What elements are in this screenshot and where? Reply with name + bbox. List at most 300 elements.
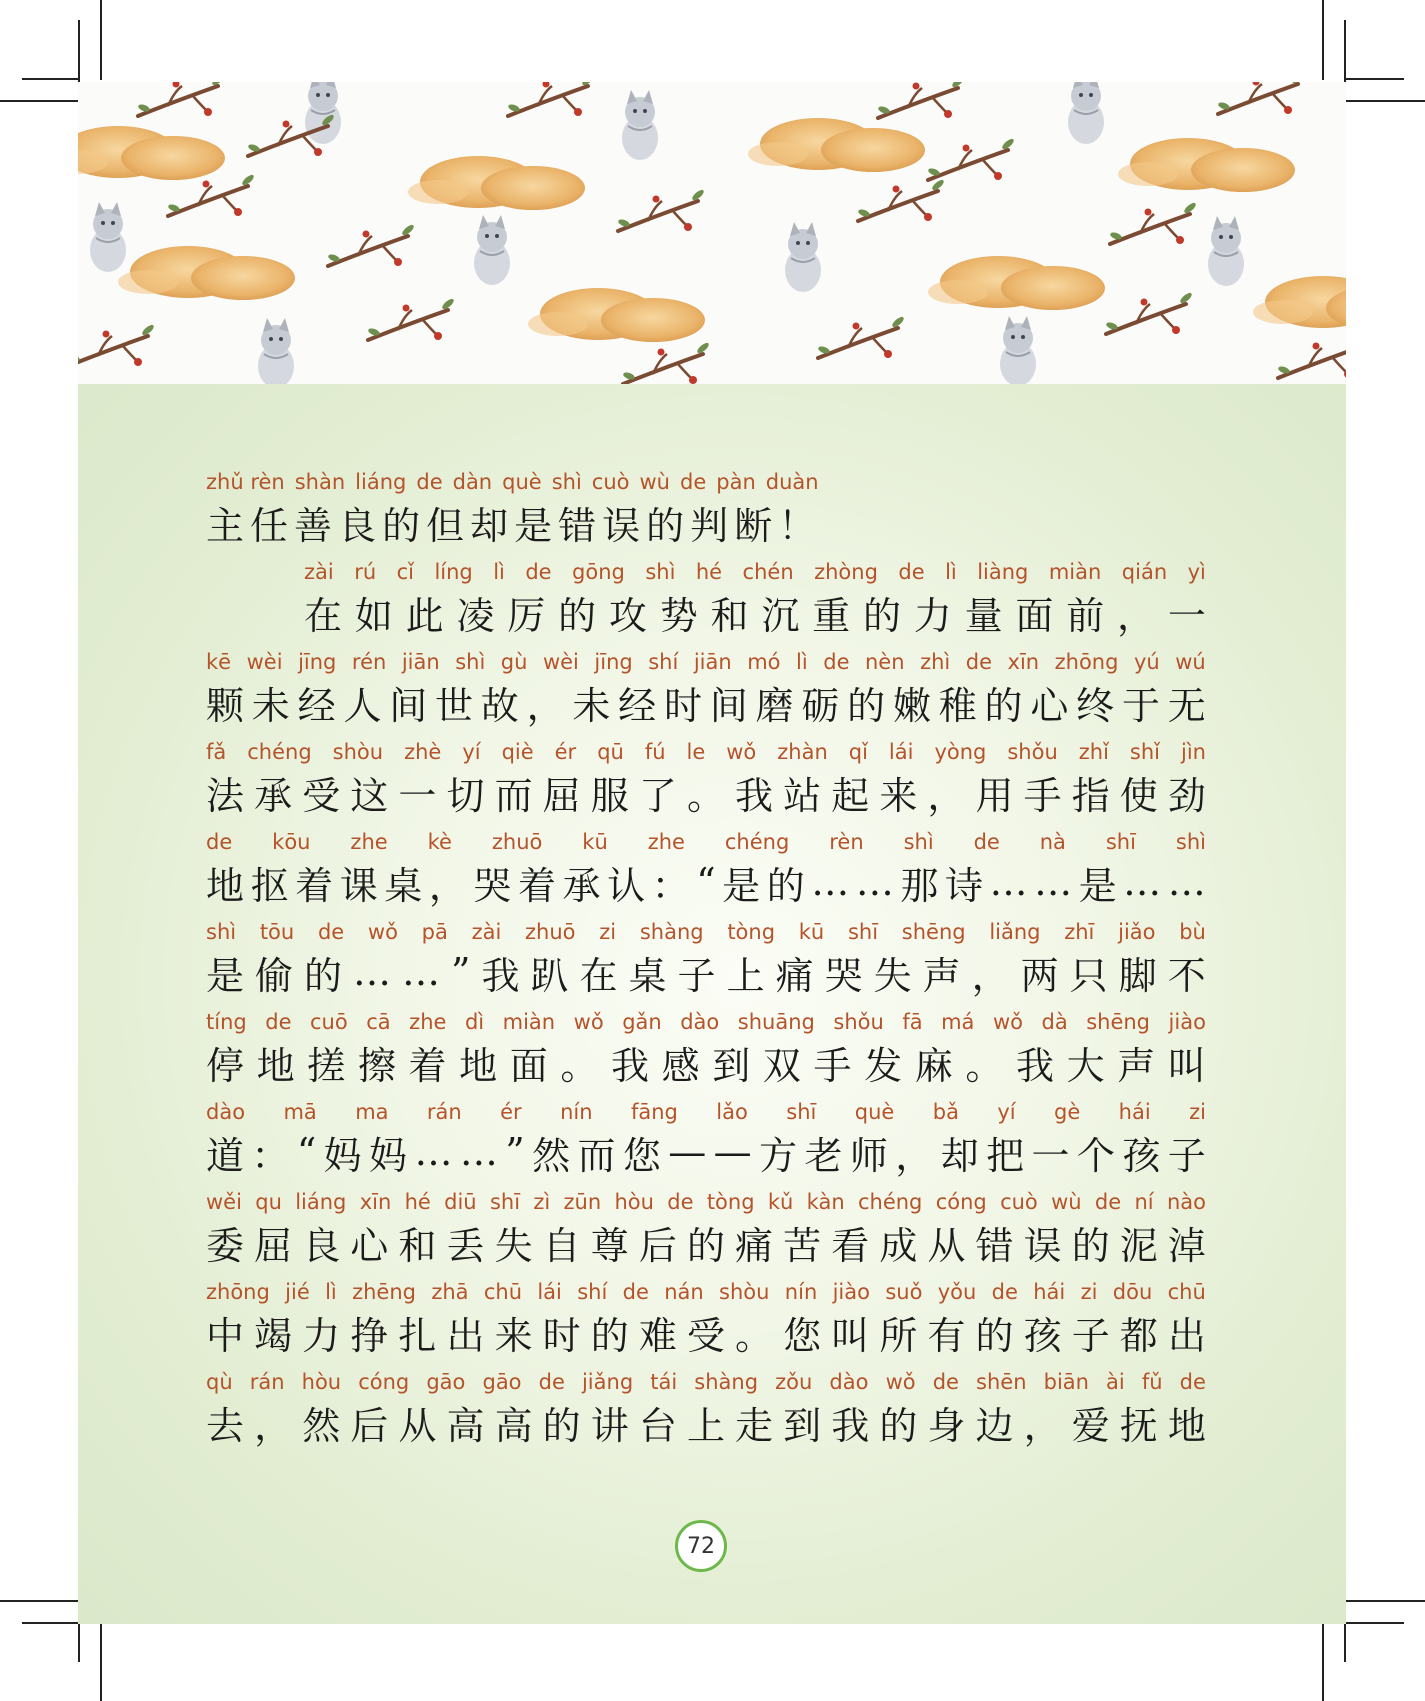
pinyin-syllable: zhòng (814, 560, 878, 584)
hanzi-char: 的 (382, 503, 421, 548)
hanzi-char: 故 (480, 683, 519, 728)
pinyin-syllable: dì (464, 1010, 485, 1034)
hanzi-char: 偷 (255, 953, 294, 998)
pinyin-syllable: yú (1133, 650, 1160, 674)
pinyin-syllable: chéng (724, 830, 790, 854)
hanzi-char: 从 (927, 1223, 966, 1268)
hanzi-char: 势 (659, 593, 698, 638)
pinyin-syllable: shēng (1086, 1010, 1151, 1034)
pinyin-syllable: pā (421, 920, 448, 944)
pinyin-syllable: de (416, 470, 443, 494)
pinyin-syllable: zhuō (525, 920, 576, 944)
pinyin-syllable: ér (500, 1100, 522, 1124)
hanzi-row (206, 1308, 1206, 1356)
pinyin-syllable: dà (1041, 1010, 1068, 1034)
page-number: 72 (675, 1520, 727, 1572)
hanzi-char: 妈 (369, 1133, 408, 1178)
pinyin-syllable: chéng (247, 740, 312, 764)
pinyin-syllable: jiǎo (1118, 920, 1156, 944)
crop-mark (0, 100, 80, 102)
hanzi-char: — (713, 1130, 752, 1174)
hanzi-char: 的 (879, 1403, 918, 1448)
hanzi-char: 经 (297, 683, 336, 728)
hanzi-char: 擦 (357, 1043, 396, 1088)
hanzi-char: 搓 (307, 1043, 346, 1088)
hanzi-char: 。 (560, 1043, 599, 1088)
hanzi-char: ， (254, 1403, 293, 1448)
pinyin-syllable: zhe (647, 830, 685, 854)
pinyin-syllable: jiào (832, 1280, 870, 1304)
pinyin-syllable: cā (366, 1010, 391, 1034)
hanzi-char: 承 (562, 863, 601, 908)
pinyin-syllable: fā (902, 1010, 923, 1034)
pinyin-syllable: cóng (935, 1190, 987, 1214)
hanzi-char: 攻 (608, 593, 647, 638)
text-line (206, 1006, 1206, 1096)
pinyin-syllable: hé (404, 1190, 431, 1214)
hanzi-char: 发 (864, 1043, 903, 1088)
hanzi-char: 后 (350, 1403, 389, 1448)
hanzi-row (206, 1218, 1206, 1266)
hanzi-char: 的 (975, 1313, 1014, 1358)
hanzi-char: 如 (354, 593, 393, 638)
hanzi-char: 站 (783, 773, 822, 818)
hanzi-row (206, 948, 1206, 996)
hanzi-char: … (1034, 860, 1073, 904)
hanzi-char: 子 (1071, 1313, 1110, 1358)
hanzi-char: 心 (350, 1223, 389, 1268)
pinyin-syllable: nán (664, 1280, 704, 1304)
hanzi-char: 量 (964, 593, 1003, 638)
hanzi-char: 那 (900, 863, 939, 908)
pinyin-syllable: shēng (901, 920, 966, 944)
hanzi-char: … (353, 950, 392, 994)
text-line (206, 1366, 1206, 1456)
pinyin-syllable: dàn (452, 470, 493, 494)
hanzi-char: 误 (1023, 1223, 1062, 1268)
hanzi-char: 良 (338, 503, 377, 548)
hanzi-char: 的 (646, 503, 685, 548)
hanzi-char: 着 (517, 863, 556, 908)
hanzi-char: 地 (256, 1043, 295, 1088)
pinyin-syllable: dào (206, 1100, 246, 1124)
pinyin-syllable: gāo (426, 1370, 466, 1394)
hanzi-char: … (402, 950, 441, 994)
pinyin-syllable: zhè (404, 740, 442, 764)
hanzi-char: 地 (206, 863, 245, 908)
text-line (206, 466, 1206, 556)
hanzi-char: 于 (1121, 683, 1160, 728)
hanzi-char: 看 (831, 1223, 870, 1268)
hanzi-char: 此 (405, 593, 444, 638)
pinyin-syllable: de (898, 560, 925, 584)
pinyin-syllable: kē (206, 650, 232, 674)
hanzi-char: 课 (339, 863, 378, 908)
pinyin-syllable: qu (255, 1190, 282, 1214)
hanzi-char: ” (505, 1130, 525, 1174)
pinyin-syllable: de (965, 650, 992, 674)
pinyin-syllable: kàn (806, 1190, 845, 1214)
pinyin-syllable: má (941, 1010, 975, 1034)
pinyin-syllable: zhǔ rèn (206, 470, 285, 494)
hanzi-char: … (459, 1130, 498, 1174)
pinyin-syllable: hòu (301, 1370, 342, 1394)
hanzi-char: 而 (577, 1133, 616, 1178)
branch-icon (367, 297, 455, 340)
cat-icon (474, 215, 510, 285)
pinyin-syllable: fú (644, 740, 666, 764)
hanzi-char: 心 (1030, 683, 1069, 728)
hanzi-char: 面 (509, 1043, 548, 1088)
hanzi-char: 叫 (831, 1313, 870, 1358)
pinyin-syllable: zhǐ (1078, 740, 1109, 764)
pinyin-syllable: xīn (359, 1190, 392, 1214)
pinyin-row (206, 916, 1206, 944)
hanzi-char: 高 (494, 1403, 533, 1448)
pinyin-syllable: ài (1106, 1370, 1125, 1394)
hanzi-char: 有 (927, 1313, 966, 1358)
hanzi-char: 的 (766, 863, 805, 908)
hanzi-char: 和 (398, 1223, 437, 1268)
hanzi-char: … (855, 860, 894, 904)
pinyin-syllable: wǒ (726, 740, 757, 764)
hanzi-char: 讲 (590, 1403, 629, 1448)
pinyin-syllable: kǔ (767, 1190, 794, 1214)
crop-mark (22, 78, 80, 80)
hanzi-char: 受 (302, 773, 341, 818)
hanzi-char: 厉 (507, 593, 546, 638)
hanzi-char: 您 (783, 1313, 822, 1358)
hanzi-char: 劲 (1167, 773, 1206, 818)
hanzi-char: 竭 (254, 1313, 293, 1358)
hanzi-char: 地 (1167, 1403, 1206, 1448)
peanut-icon (748, 118, 925, 172)
text-line (206, 1096, 1206, 1186)
hanzi-char: 良 (302, 1223, 341, 1268)
pinyin-syllable: gù (500, 650, 528, 674)
hanzi-char: 师 (849, 1133, 888, 1178)
hanzi-char: 承 (254, 773, 293, 818)
pinyin-syllable: de (932, 1370, 959, 1394)
hanzi-char: 用 (975, 773, 1014, 818)
hanzi-char: 哭 (824, 953, 863, 998)
hanzi-char: 了 (638, 773, 677, 818)
hanzi-char: 法 (206, 773, 245, 818)
cat-icon (622, 90, 658, 160)
pinyin-syllable: miàn (502, 1010, 556, 1034)
hanzi-char: 都 (1119, 1313, 1158, 1358)
pinyin-syllable: zhì (920, 650, 951, 674)
pinyin-syllable: xīn (1007, 650, 1040, 674)
pinyin-syllable: shì (206, 920, 237, 944)
hanzi-char: 间 (709, 683, 748, 728)
hanzi-char: 痛 (735, 1223, 774, 1268)
pinyin-syllable: bǎ (932, 1100, 959, 1124)
pinyin-syllable: suǒ (885, 1280, 923, 1304)
pinyin-syllable: shì (551, 470, 582, 494)
pinyin-syllable: zài (471, 920, 502, 944)
hanzi-char: 痛 (775, 953, 814, 998)
hanzi-char: 自 (542, 1223, 581, 1268)
peanut-icon (78, 126, 225, 180)
peanut-icon (928, 256, 1105, 310)
hanzi-char: 出 (446, 1313, 485, 1358)
hanzi-char: 起 (831, 773, 870, 818)
hanzi-char: 是 (206, 953, 245, 998)
hanzi-char: 趴 (530, 953, 569, 998)
hanzi-char: 无 (1167, 683, 1206, 728)
hanzi-char: 到 (712, 1043, 751, 1088)
pinyin-syllable: zhōng (1054, 650, 1119, 674)
hanzi-char: 我 (611, 1043, 650, 1088)
hanzi-char: 诗 (944, 863, 983, 908)
pinyin-syllable: de (667, 1190, 694, 1214)
branch-icon (1217, 82, 1305, 114)
hanzi-char: … (989, 860, 1028, 904)
pinyin-syllable: rán (426, 1100, 462, 1124)
pinyin-syllable: zi (1189, 1100, 1206, 1124)
hanzi-char: 是 (722, 863, 761, 908)
crop-mark (78, 20, 80, 82)
pinyin-syllable: cǐ (396, 560, 414, 584)
hanzi-row (304, 588, 1206, 636)
pinyin-syllable: wǒ (367, 920, 398, 944)
hanzi-char: 经 (618, 683, 657, 728)
hanzi-char: 然 (302, 1403, 341, 1448)
hanzi-char: 未 (251, 683, 290, 728)
hanzi-char: 成 (879, 1223, 918, 1268)
pinyin-syllable: zǒu (775, 1370, 813, 1394)
hanzi-char: 嫩 (892, 683, 931, 728)
pinyin-syllable: cuō (310, 1010, 348, 1034)
pinyin-syllable: shī (489, 1190, 521, 1214)
crop-mark (1322, 1622, 1324, 1701)
cat-icon (258, 318, 294, 384)
hanzi-char: 稚 (938, 683, 977, 728)
hanzi-char: 手 (1023, 773, 1062, 818)
pinyin-syllable: jīng (594, 650, 633, 674)
pinyin-syllable: liáng (355, 470, 407, 494)
text-line (206, 556, 1206, 646)
cat-icon (305, 82, 341, 144)
hanzi-char: … (811, 860, 850, 904)
pinyin-syllable: tòng (727, 920, 776, 944)
pinyin-syllable: ér (554, 740, 577, 764)
hanzi-char: 沉 (761, 593, 800, 638)
text-line (206, 826, 1206, 916)
hanzi-row (206, 768, 1206, 816)
pinyin-syllable: de (1179, 1370, 1206, 1394)
pinyin-syllable: shí (577, 1280, 608, 1304)
hanzi-char: 扎 (398, 1313, 437, 1358)
pinyin-syllable: nín (784, 1280, 818, 1304)
pinyin-syllable: de (1094, 1190, 1122, 1214)
hanzi-char: 的 (542, 1403, 581, 1448)
pinyin-syllable: de (525, 560, 552, 584)
pinyin-row (206, 646, 1206, 674)
pinyin-syllable: wǒ (992, 1010, 1023, 1034)
pinyin-syllable: kū (582, 830, 608, 854)
pinyin-syllable: rén (351, 650, 387, 674)
hanzi-char: ： (251, 1133, 290, 1178)
pinyin-syllable: zi (1080, 1280, 1098, 1304)
pinyin-syllable: dào (829, 1370, 869, 1394)
hanzi-char: 错 (558, 503, 597, 548)
pinyin-syllable: biān (1043, 1370, 1089, 1394)
hanzi-char: 苦 (783, 1223, 822, 1268)
pinyin-syllable: zi (599, 920, 617, 944)
hanzi-char: 老 (804, 1133, 843, 1178)
hanzi-char: 哭 (473, 863, 512, 908)
hanzi-char: 双 (762, 1043, 801, 1088)
hanzi-char: 颗 (206, 683, 245, 728)
crop-mark (1344, 1622, 1404, 1624)
hanzi-char: 停 (206, 1043, 245, 1088)
pinyin-syllable: nèn (865, 650, 905, 674)
hanzi-char: 失 (494, 1223, 533, 1268)
hanzi-char: “ (696, 860, 716, 904)
hanzi-char: 着 (408, 1043, 447, 1088)
branch-icon (507, 82, 595, 116)
hanzi-char: 受 (686, 1313, 725, 1358)
peanut-icon (1253, 276, 1346, 330)
pinyin-syllable: shēn (976, 1370, 1027, 1394)
branch-icon (1109, 201, 1197, 244)
hanzi-row (206, 1128, 1206, 1176)
hanzi-char: 我 (1016, 1043, 1055, 1088)
hanzi-char: 断 (734, 503, 773, 548)
crop-mark (1344, 1600, 1425, 1602)
hanzi-char: 的 (847, 683, 886, 728)
hanzi-char: 凌 (456, 593, 495, 638)
pinyin-syllable: zài (304, 560, 334, 584)
hanzi-char: ： (651, 863, 690, 908)
pinyin-syllable: shì (1175, 830, 1206, 854)
pinyin-syllable: kū (798, 920, 825, 944)
pinyin-syllable: liáng (295, 1190, 347, 1214)
hanzi-char: 然 (532, 1133, 571, 1178)
pinyin-syllable: fāng (630, 1100, 678, 1124)
story-text (206, 466, 1206, 1456)
hanzi-char: 善 (294, 503, 333, 548)
pinyin-syllable: de (823, 650, 850, 674)
banner-illustration (78, 82, 1346, 384)
pinyin-syllable: nín (560, 1100, 593, 1124)
hanzi-char: 不 (1167, 953, 1206, 998)
pinyin-syllable: lì (945, 560, 957, 584)
pinyin-syllable: chū (483, 1280, 523, 1304)
pinyin-syllable: rán (249, 1370, 285, 1394)
hanzi-char: 台 (638, 1403, 677, 1448)
hanzi-row (206, 1398, 1206, 1446)
cat-icon (1068, 82, 1104, 144)
cat-icon (90, 202, 126, 272)
hanzi-char: 的 (304, 953, 343, 998)
pinyin-syllable: qù (206, 1370, 233, 1394)
pinyin-syllable: le (686, 740, 706, 764)
hanzi-row (206, 1038, 1206, 1086)
hanzi-char: 所 (879, 1313, 918, 1358)
pinyin-syllable: duàn (765, 470, 819, 494)
hanzi-char: 我 (831, 1403, 870, 1448)
hanzi-char: 在 (304, 593, 343, 638)
pinyin-syllable: liàng (977, 560, 1029, 584)
crop-mark (100, 1622, 102, 1701)
pinyin-row (206, 1096, 1206, 1124)
pinyin-syllable: wù (1051, 1190, 1082, 1214)
pinyin-syllable: de (265, 1010, 292, 1034)
pinyin-syllable: yǒu (937, 1280, 977, 1304)
hanzi-char: 来 (494, 1313, 533, 1358)
hanzi-char: 尊 (590, 1223, 629, 1268)
pinyin-syllable: de (622, 1280, 649, 1304)
pinyin-syllable: rú (354, 560, 377, 584)
hanzi-char: ， (927, 773, 966, 818)
hanzi-char: 和 (710, 593, 749, 638)
hanzi-char: 去 (206, 1403, 245, 1448)
pinyin-syllable: tái (650, 1370, 678, 1394)
pinyin-syllable: wèi (542, 650, 579, 674)
crop-mark (1344, 100, 1425, 102)
pinyin-row (206, 736, 1206, 764)
pinyin-syllable: zhī (1064, 920, 1095, 944)
pinyin-syllable: kè (427, 830, 452, 854)
pinyin-syllable: shàng (694, 1370, 759, 1394)
pinyin-syllable: shǒu (1007, 740, 1058, 764)
branch-icon (877, 82, 965, 118)
hanzi-char: ， (1023, 1403, 1062, 1448)
pinyin-syllable: gāo (482, 1370, 522, 1394)
pinyin-syllable: qū (597, 740, 624, 764)
hanzi-char: 高 (446, 1403, 485, 1448)
pinyin-syllable: miàn (1048, 560, 1102, 584)
pinyin-syllable: què (502, 470, 542, 494)
text-page (78, 384, 1346, 1624)
hanzi-char: 力 (913, 593, 952, 638)
pinyin-syllable: pàn (716, 470, 756, 494)
pinyin-syllable: shì (645, 560, 676, 584)
pinyin-syllable: lì (493, 560, 505, 584)
hanzi-char: 服 (590, 773, 629, 818)
pinyin-row (206, 1276, 1206, 1304)
branch-icon (327, 223, 415, 266)
hanzi-char: 一 (1167, 593, 1206, 638)
pinyin-syllable: de (991, 1280, 1018, 1304)
hanzi-char: 上 (686, 1403, 725, 1448)
hanzi-char: 只 (1069, 953, 1108, 998)
pinyin-row (304, 556, 1206, 584)
hanzi-char: 道 (206, 1133, 245, 1178)
peanut-icon (1118, 138, 1295, 192)
hanzi-char: 大 (1066, 1043, 1105, 1088)
pinyin-syllable: diū (444, 1190, 477, 1214)
hanzi-char: 世 (434, 683, 473, 728)
pinyin-syllable: de (538, 1370, 565, 1394)
hanzi-char: 抚 (1119, 1403, 1158, 1448)
crop-mark (1344, 20, 1346, 82)
hanzi-char: 。 (965, 1043, 1004, 1088)
pinyin-syllable: mó (747, 650, 781, 674)
pinyin-syllable: mā (283, 1100, 317, 1124)
hanzi-char: 是 (514, 503, 553, 548)
peanut-icon (528, 288, 705, 342)
pinyin-syllable: yòng (934, 740, 987, 764)
pinyin-syllable: shì (455, 650, 486, 674)
pinyin-row (206, 826, 1206, 854)
hanzi-char: ， (895, 1133, 934, 1178)
pinyin-syllable: què (854, 1100, 895, 1124)
pinyin-syllable: qǐ (848, 740, 868, 764)
